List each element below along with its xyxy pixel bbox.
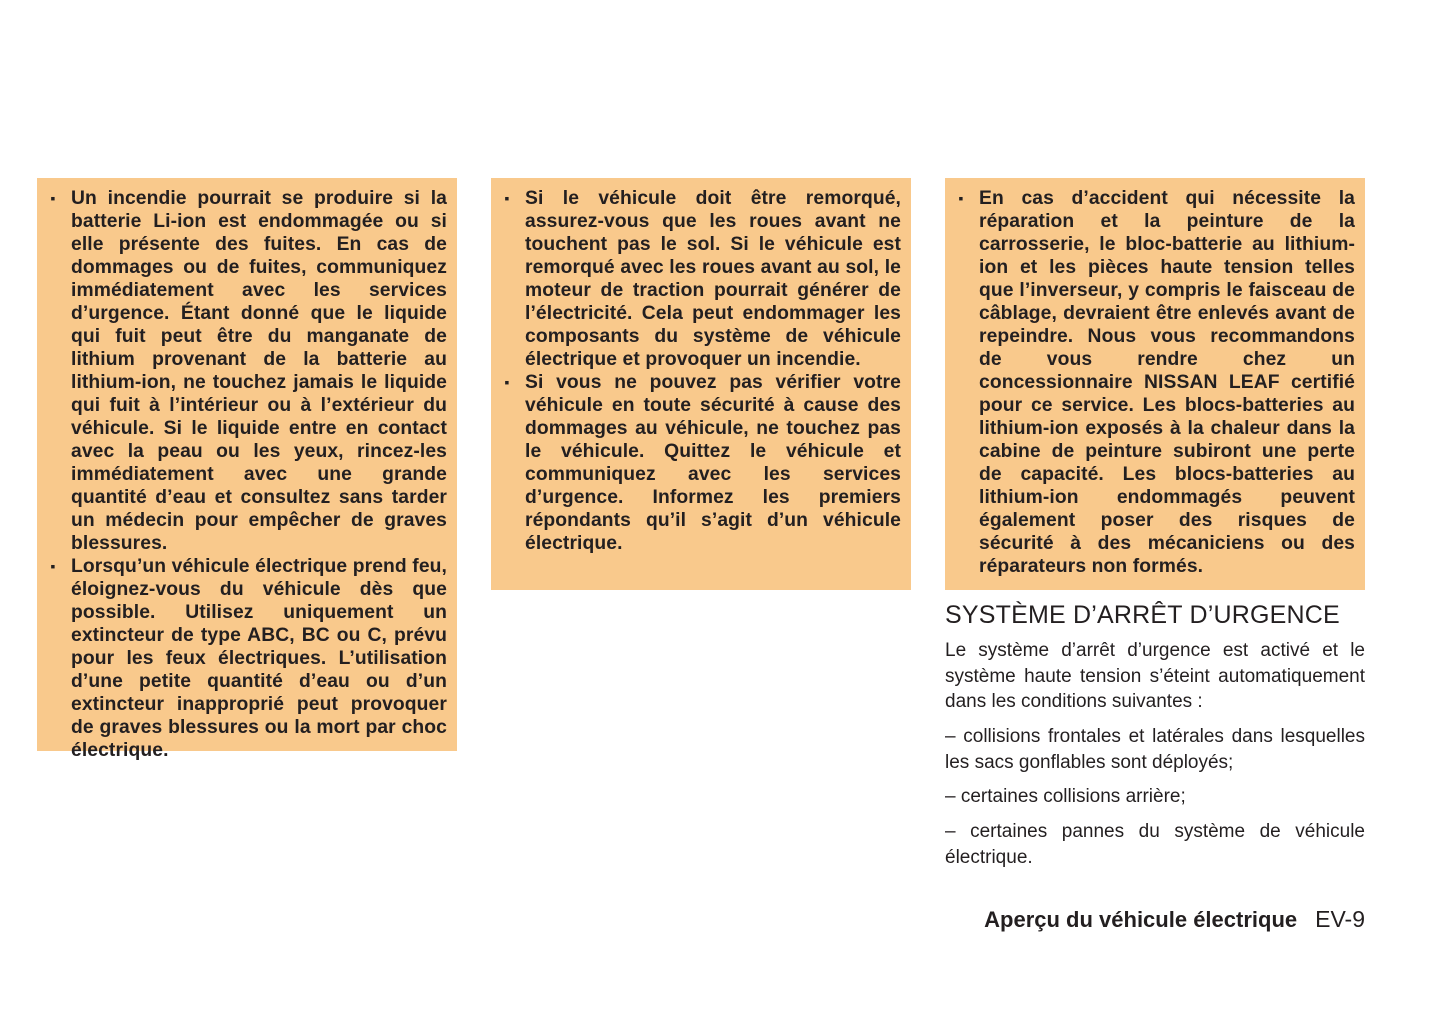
- square-bullet-icon: ▪: [50, 190, 56, 206]
- warning-text: Lorsqu’un véhicule électrique prend feu, éloignez-vous du véhicule dès que possible. Utilisez uniquement un extincteur de type ABC, BC ou C, prévu pour les feux électriques. L’utilisation d’une petite quantité d’eau ou d’un extincteur inapproprié peut provoquer de graves blessures ou la mort par choc électrique.: [71, 556, 447, 761]
- warning-item: [47, 555, 447, 762]
- section-title: SYSTÈME D’ARRÊT D’URGENCE: [945, 601, 1340, 629]
- warning-item: [501, 187, 901, 371]
- square-bullet-icon: ▪: [504, 374, 510, 390]
- section-intro: Le système d’arrêt d’urgence est activé et le système haute tension s’éteint automatiquement dans les conditions suivantes :: [945, 640, 1365, 712]
- warning-text: Un incendie pourrait se produire si la batterie Li-ion est endommagée ou si elle présente des fuites. En cas de dommages ou de fuites, communiquez immédiatement avec les services d’urgence. Étant donné que le liquide qui fuit peut être du manganate de lithium provenant de la batterie au lithium-ion, ne touchez jamais le liquide qui fuit à l’intérieur ou à l’extérieur du véhicule. Si le liquide entre en contact avec la peau ou les yeux, rincez-les immédiatement avec une grande quantité d’eau et consultez sans tarder un médecin pour empêcher de graves blessures.: [71, 188, 447, 554]
- chapter-title: Aperçu du véhicule électrique: [984, 907, 1298, 932]
- warning-list: [955, 187, 1355, 578]
- warning-text: Si le véhicule doit être remorqué, assurez-vous que les roues avant ne touchent pas le sol. Si le véhicule est remorqué avec les roues avant au sol, le moteur de traction pourrait générer de l’électricité. Cela peut endommager les composants du système de véhicule électrique et provoquer un incendie.: [525, 188, 901, 370]
- page-number: EV-9: [1315, 906, 1365, 932]
- warning-list: [47, 187, 447, 762]
- condition-item: – collisions frontales et latérales dans lesquelles les sacs gonflables sont déployés;: [945, 726, 1365, 773]
- warning-text: En cas d’accident qui nécessite la réparation et la peinture de la carrosserie, le bloc-batterie au lithium-ion et les pièces haute tension telles que l’inverseur, y compris le faisceau de câblage, devraient être enlevés avant de repeindre. Nous vous recommandons de vous rendre chez un concessionnaire NISSAN LEAF certifié pour ce service. Les blocs-batteries au lithium-ion exposés à la chaleur dans la cabine de peinture subiront une perte de capacité. Les blocs-batteries au lithium-ion endommagés peuvent également poser des risques de sécurité à des mécaniciens ou des réparateurs non formés.: [979, 188, 1355, 577]
- page-footer: [984, 903, 1365, 936]
- warning-list: [501, 187, 901, 555]
- warning-box-right: [945, 178, 1365, 590]
- warning-box-middle: [491, 178, 911, 590]
- warning-item: [501, 371, 901, 555]
- warning-text: Si vous ne pouvez pas vérifier votre véhicule en toute sécurité à cause des dommages au véhicule, ne touchez pas le véhicule. Quittez le véhicule et communiquez avec les services d’urgence. Informez les premiers répondants qu’il s’agit d’un véhicule électrique.: [525, 372, 901, 554]
- square-bullet-icon: ▪: [50, 558, 56, 574]
- condition-item: – certaines pannes du système de véhicule électrique.: [945, 821, 1365, 868]
- square-bullet-icon: ▪: [504, 190, 510, 206]
- square-bullet-icon: ▪: [958, 190, 964, 206]
- warning-box-left: [37, 178, 457, 761]
- condition-item: – certaines collisions arrière;: [945, 786, 1186, 807]
- warning-item: [47, 187, 447, 555]
- warning-item: [955, 187, 1355, 578]
